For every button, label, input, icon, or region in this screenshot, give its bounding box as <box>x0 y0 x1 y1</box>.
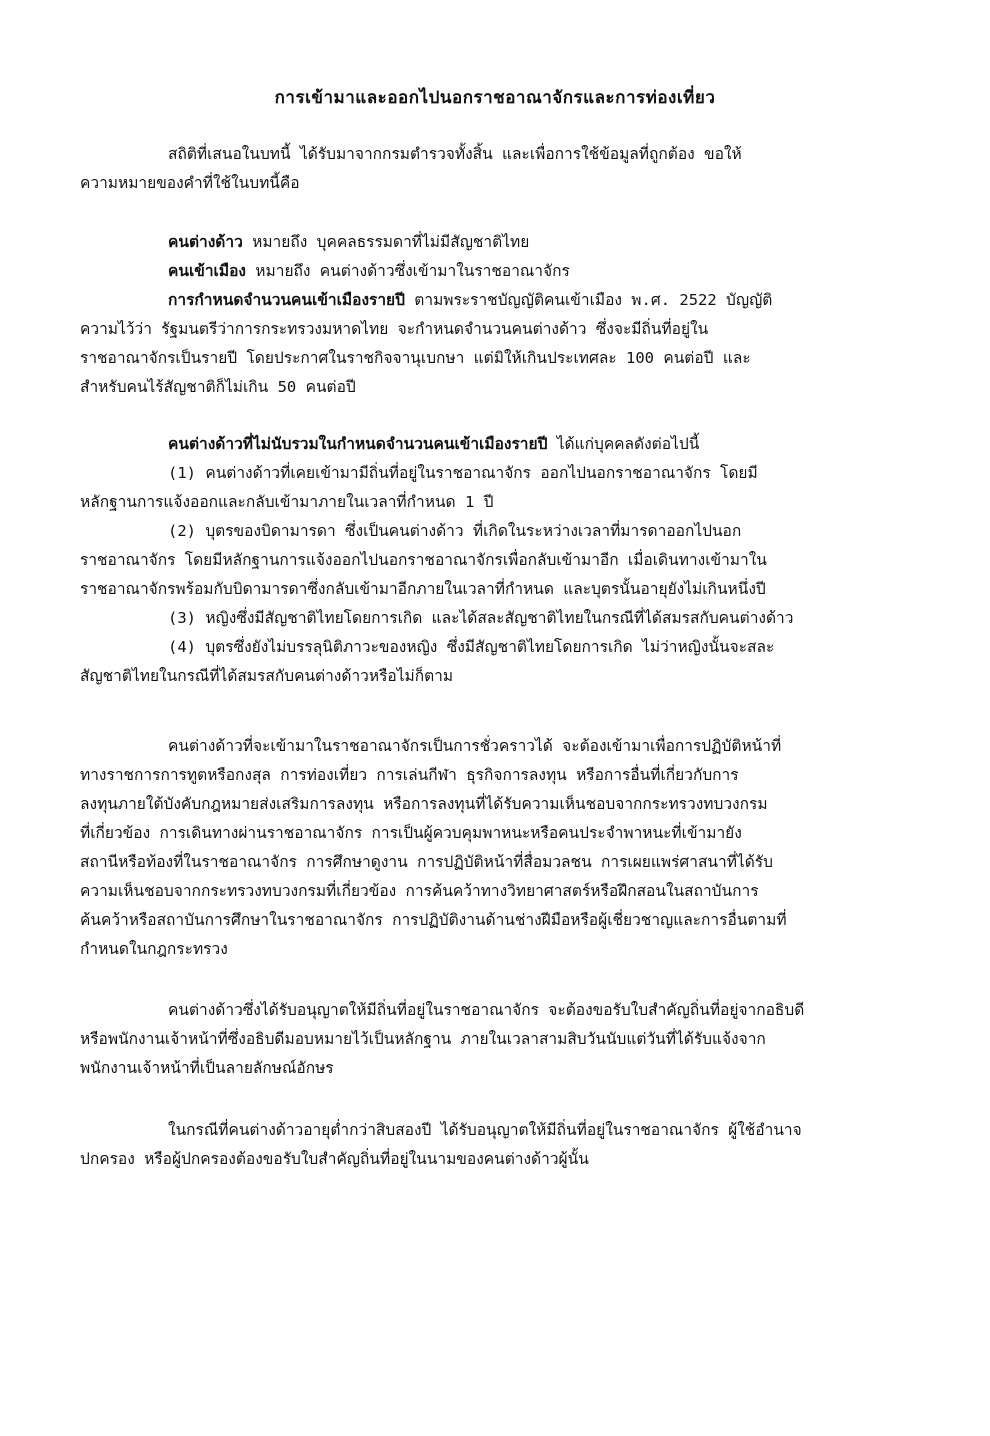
intro-line: สถิติที่เสนอในบทนี้ ได้รับมาจากกรมตำรวจทั้งสิ้น และเพื่อการใช้ข้อมูลที่ถูกต้อง ขอให้ <box>168 145 742 163</box>
exempt-item-line: สัญชาติไทยในกรณีที่ได้สมรสกับคนต่างด้าวหรือไม่ก็ตาม <box>80 667 454 685</box>
residence-line: หรือพนักงานเจ้าหน้าที่ซึ่งอธิบดีมอบหมายไว้เป็นหลักฐาน ภายในเวลาสามสิบวันนับแต่วันที่ได้รับแจ้งจาก <box>80 1030 766 1048</box>
exempt-item-line: ราชอาณาจักรพร้อมกับบิดามารดาซึ่งกลับเข้ามาอีกภายในเวลาที่กำหนด และบุตรนั้นอายุยังไม่เกินหนึ่งปี <box>80 580 766 598</box>
page-title: การเข้ามาและออกไปนอกราชอาณาจักรและการท่องเที่ยว <box>274 88 716 108</box>
definition-text: หมายถึง คนต่างด้าวซึ่งเข้ามาในราชอาณาจักร <box>245 262 570 280</box>
exempt-heading <box>80 430 912 459</box>
definition-text: ตามพระราชบัญญัติคนเข้าเมือง พ.ศ. 2522 บัญญัติ <box>404 291 773 309</box>
definition-line: ราชอาณาจักรเป็นรายปี โดยประกาศในราชกิจจานุเบกษา แต่มิให้เกินประเทศละ 100 คนต่อปี และ <box>80 349 751 367</box>
exempt-item-line: ราชอาณาจักร โดยมีหลักฐานการแจ้งออกไปนอกราชอาณาจักรเพื่อกลับเข้ามาอีก เมื่อเดินทางเข้ามาใน <box>80 551 767 569</box>
minor-line: ปกครอง หรือผู้ปกครองต้องขอรับใบสำคัญถิ่นที่อยู่ในนามของคนต่างด้าวผู้นั้น <box>80 1150 589 1168</box>
temporary-line: ค้นคว้าหรือสถาบันการศึกษาในราชอาณาจักร การปฏิบัติงานด้านช่างฝีมือหรือผู้เชี่ยวชาญและการอื่นตามที่ <box>80 911 787 929</box>
temporary-line: สถานีหรือท้องที่ในราชอาณาจักร การศึกษาดูงาน การปฏิบัติหน้าที่สื่อมวลชน การเผยแพร่ศาสนาที่ได้รับ <box>80 853 773 871</box>
exempt-item-line: (2) บุตรของบิดามารดา ซึ่งเป็นคนต่างด้าว ที่เกิดในระหว่างเวลาที่มารดาออกไปนอก <box>168 522 742 540</box>
temporary-line: ที่เกี่ยวข้อง การเดินทางผ่านราชอาณาจักร การเป็นผู้ควบคุมพาหนะหรือคนประจำพาหนะที่เข้ามายัง <box>80 824 742 842</box>
definition-term: คนเข้าเมือง <box>168 262 246 280</box>
exempt-heading-term: คนต่างด้าวที่ไม่นับรวมในกำหนดจำนวนคนเข้าเมืองรายปี <box>168 435 548 453</box>
temporary-line: ลงทุนภายใต้บังคับกฎหมายส่งเสริมการลงทุน หรือการลงทุนที่ได้รับความเห็นชอบจากกระทรวงทบวงกรม <box>80 795 768 813</box>
exempt-item-line: หลักฐานการแจ้งออกและกลับเข้ามาภายในเวลาที่กำหนด 1 ปี <box>80 493 494 511</box>
temporary-line: ความเห็นชอบจากกระทรวงทบวงกรมที่เกี่ยวข้อง การค้นคว้าทางวิทยาศาสตร์หรือฝึกสอนในสถาบันการ <box>80 882 759 900</box>
definition-immigrant <box>80 257 912 286</box>
residence-line: พนักงานเจ้าหน้าที่เป็นลายลักษณ์อักษร <box>80 1059 334 1077</box>
minor-line: ในกรณีที่คนต่างด้าวอายุต่ำกว่าสิบสองปี ได้รับอนุญาตให้มีถิ่นที่อยู่ในราชอาณาจักร ผู้ใช้อำนาจ <box>168 1121 802 1139</box>
minor-paragraph <box>80 1116 912 1174</box>
definitions-paragraph <box>80 228 912 402</box>
temporary-paragraph <box>80 732 912 964</box>
temporary-line: ทางราชการการทูตหรือกงสุล การท่องเที่ยว การเล่นกีฬา ธุรกิจการลงทุน หรือการอื่นที่เกี่ยวกับการ <box>80 766 739 784</box>
intro-line: ความหมายของคำที่ใช้ในบทนี้คือ <box>80 174 300 192</box>
residence-line: คนต่างด้าวซึ่งได้รับอนุญาตให้มีถิ่นที่อยู่ในราชอาณาจักร จะต้องขอรับใบสำคัญถิ่นที่อยู่จากอธิบดี <box>168 1001 805 1019</box>
definition-quota <box>80 286 912 315</box>
definition-line: สำหรับคนไร้สัญชาติก็ไม่เกิน 50 คนต่อปี <box>80 378 356 396</box>
intro-paragraph <box>80 140 912 198</box>
temporary-line: คนต่างด้าวที่จะเข้ามาในราชอาณาจักรเป็นการชั่วคราวได้ จะต้องเข้ามาเพื่อการปฏิบัติหน้าที่ <box>168 737 782 755</box>
definition-term: การกำหนดจำนวนคนเข้าเมืองรายปี <box>168 291 405 309</box>
exempt-item-line: (4) บุตรซึ่งยังไม่บรรลุนิติภาวะของหญิง ซึ่งมีสัญชาติไทยโดยการเกิด ไม่ว่าหญิงนั้นจะสละ <box>168 638 775 656</box>
exempt-item-line: (1) คนต่างด้าวที่เคยเข้ามามีถิ่นที่อยู่ในราชอาณาจักร ออกไปนอกราชอาณาจักร โดยมี <box>168 464 758 482</box>
definition-text: หมายถึง บุคคลธรรมดาที่ไม่มีสัญชาติไทย <box>242 233 530 251</box>
temporary-line: กำหนดในกฎกระทรวง <box>80 940 228 958</box>
exempt-heading-text: ได้แก่บุคคลดังต่อไปนี้ <box>547 435 700 453</box>
definition-term: คนต่างด้าว <box>168 233 243 251</box>
definition-alien <box>80 228 912 257</box>
definition-line: ความไว้ว่า รัฐมนตรีว่าการกระทรวงมหาดไทย จะกำหนดจำนวนคนต่างด้าว ซึ่งจะมีถิ่นที่อยู่ใน <box>80 320 709 338</box>
exempt-paragraph <box>80 430 912 691</box>
residence-paragraph <box>80 996 912 1083</box>
exempt-item-line: (3) หญิงซึ่งมีสัญชาติไทยโดยการเกิด และได้สละสัญชาติไทยในกรณีที่ได้สมรสกับคนต่างด้าว <box>168 609 794 627</box>
